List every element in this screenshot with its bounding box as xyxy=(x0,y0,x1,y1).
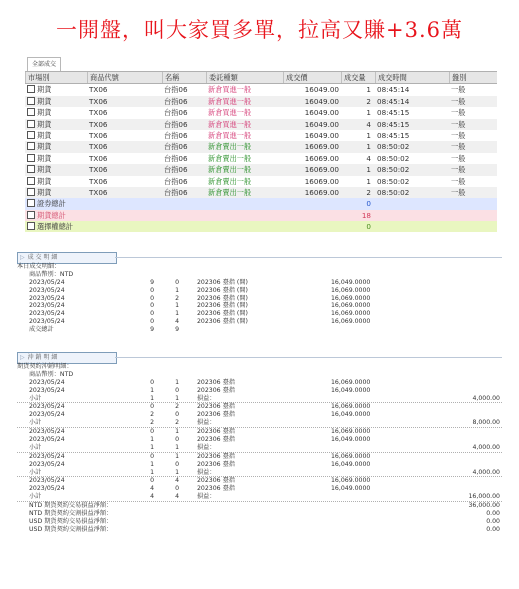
order-market: 期貨 xyxy=(37,165,52,175)
report-heading: 期貨契約沖銷明細： xyxy=(17,363,73,370)
total-label: 期貨總計 xyxy=(37,210,66,220)
report-a: 1 xyxy=(150,443,154,451)
order-code: TX06 xyxy=(89,176,108,186)
report-row xyxy=(17,403,502,411)
order-time: 08:45:15 xyxy=(377,130,410,140)
report-price: 16,069.0000 xyxy=(331,286,371,294)
order-market-cell xyxy=(27,164,85,175)
total-row[interactable] xyxy=(25,198,497,209)
report-a: 1 xyxy=(150,460,154,468)
report-contract: 202306 臺指 xyxy=(197,477,235,485)
total-row[interactable] xyxy=(25,221,497,232)
report-contract: 損益： xyxy=(197,443,216,451)
report-a: 0 xyxy=(150,310,154,318)
net-pl-label: NTD 期貨契約交易損益淨額： xyxy=(29,502,113,510)
report-row xyxy=(17,436,502,444)
report-row xyxy=(17,310,502,318)
row-checkbox[interactable] xyxy=(27,211,35,219)
row-checkbox[interactable] xyxy=(27,188,35,196)
order-name: 台指06 xyxy=(164,165,188,175)
report-heading: 本日成交明細： xyxy=(17,263,61,270)
report-row xyxy=(17,387,502,395)
report-b: 0 xyxy=(175,436,179,444)
report-price: 16,069.0000 xyxy=(331,310,371,318)
report-date: 2023/05/24 xyxy=(29,452,65,460)
order-price: 16049.00 xyxy=(304,119,339,129)
section-divider xyxy=(115,257,502,258)
order-code: TX06 xyxy=(89,130,108,140)
order-session: 一般 xyxy=(451,130,466,140)
report-date: 2023/05/24 xyxy=(29,278,65,286)
report-b: 1 xyxy=(175,468,179,476)
order-time: 08:50:02 xyxy=(377,176,410,186)
fills-section-header[interactable]: ▷ 成 交 明 細 xyxy=(17,252,117,264)
order-row[interactable] xyxy=(25,107,497,118)
tab-bar xyxy=(25,57,497,72)
net-pl-row xyxy=(17,518,502,526)
report-price: 16,049.0000 xyxy=(331,436,371,444)
report-b: 1 xyxy=(175,394,179,402)
order-name: 台指06 xyxy=(164,130,188,140)
order-qty: 1 xyxy=(366,142,371,152)
report-a: 0 xyxy=(150,286,154,294)
order-qty: 2 xyxy=(366,187,371,197)
order-session: 一般 xyxy=(451,176,466,186)
order-code: TX06 xyxy=(89,119,108,129)
row-checkbox[interactable] xyxy=(27,199,35,207)
report-date: 2023/05/24 xyxy=(29,477,65,485)
report-a: 1 xyxy=(150,386,154,394)
order-name: 台指06 xyxy=(164,153,188,163)
order-session: 一般 xyxy=(451,153,466,163)
row-checkbox[interactable] xyxy=(27,108,35,116)
order-time: 08:50:02 xyxy=(377,142,410,152)
report-price: 16,049.0000 xyxy=(331,485,371,493)
report-price: 16,069.0000 xyxy=(331,452,371,460)
total-label: 證券總計 xyxy=(37,199,66,209)
order-type: 新倉買進一般 xyxy=(208,96,252,106)
order-time: 08:50:02 xyxy=(377,153,410,163)
report-date: 小計 xyxy=(29,468,42,476)
report-contract: 損益： xyxy=(197,468,216,476)
expand-arrow-icon: ▷ xyxy=(20,354,25,361)
col-session[interactable]: 盤別 xyxy=(449,72,498,83)
order-name: 台指06 xyxy=(164,187,188,197)
currency-label: 商品幣別：NTD xyxy=(29,370,74,378)
report-date: 小計 xyxy=(29,419,42,427)
report-contract: 202306 臺指 (開) xyxy=(197,278,248,286)
col-name[interactable]: 名稱 xyxy=(162,72,207,83)
report-a: 0 xyxy=(150,452,154,460)
order-session: 一般 xyxy=(451,165,466,175)
order-price: 16049.00 xyxy=(304,130,339,140)
report-a: 9 xyxy=(150,278,154,286)
expand-arrow-icon: ▷ xyxy=(20,254,25,261)
report-a: 0 xyxy=(150,403,154,411)
order-type: 新倉買進一般 xyxy=(208,85,252,95)
order-type: 新倉賣出一般 xyxy=(208,142,252,152)
report-b: 2 xyxy=(175,419,179,427)
report-row xyxy=(17,428,502,436)
order-code: TX06 xyxy=(89,142,108,152)
row-checkbox[interactable] xyxy=(27,120,35,128)
report-b: 0 xyxy=(175,460,179,468)
report-b: 0 xyxy=(175,485,179,493)
net-pl-row xyxy=(17,510,502,518)
report-b: 2 xyxy=(175,403,179,411)
order-market: 期貨 xyxy=(37,130,52,140)
order-market: 期貨 xyxy=(37,96,52,106)
order-market-cell xyxy=(27,153,85,164)
report-contract: 202306 臺指 (開) xyxy=(197,286,248,294)
order-session: 一般 xyxy=(451,119,466,129)
order-market-cell xyxy=(27,119,85,130)
order-row[interactable] xyxy=(25,176,497,187)
report-date: 2023/05/24 xyxy=(29,302,65,310)
net-pl-label: USD 期貨契約交割損益淨額： xyxy=(29,525,113,533)
col-market[interactable]: 市場別 xyxy=(25,72,88,83)
order-code: TX06 xyxy=(89,165,108,175)
total-label-cell xyxy=(27,198,66,209)
report-contract: 202306 臺指 xyxy=(197,452,235,460)
report-b: 4 xyxy=(175,477,179,485)
order-time: 08:50:02 xyxy=(377,187,410,197)
col-time[interactable]: 成交時間 xyxy=(375,72,450,83)
total-value: 0 xyxy=(366,199,371,209)
net-pl-value: 0.00 xyxy=(486,517,500,525)
order-market-cell xyxy=(27,107,85,118)
report-date: 2023/05/24 xyxy=(29,428,65,436)
report-date: 2023/05/24 xyxy=(29,411,65,419)
report-a: 0 xyxy=(150,378,154,386)
report-a: 4 xyxy=(150,493,154,501)
report-contract: 202306 臺指 (開) xyxy=(197,310,248,318)
report-contract: 損益： xyxy=(197,493,216,501)
report-contract: 202306 臺指 xyxy=(197,436,235,444)
order-qty: 2 xyxy=(366,96,371,106)
order-type: 新倉賣出一般 xyxy=(208,153,252,163)
report-price: 16,069.0000 xyxy=(331,294,371,302)
subtotal-row xyxy=(17,469,502,478)
report-row xyxy=(17,279,502,287)
order-row[interactable] xyxy=(25,96,497,107)
total-label: 選擇權總計 xyxy=(37,222,73,232)
grid-header xyxy=(25,71,497,84)
order-name: 台指06 xyxy=(164,108,188,118)
total-sell-qty: 9 xyxy=(175,326,179,334)
section-divider xyxy=(115,357,502,358)
total-buy-qty: 9 xyxy=(150,326,154,334)
currency-label: 商品幣別：NTD xyxy=(29,270,74,278)
report-a: 2 xyxy=(150,419,154,427)
report-row xyxy=(17,295,502,303)
report-date: 2023/05/24 xyxy=(29,485,65,493)
order-market: 期貨 xyxy=(37,176,52,186)
report-date: 2023/05/24 xyxy=(29,436,65,444)
report-contract: 202306 臺指 xyxy=(197,460,235,468)
col-price[interactable]: 成交價 xyxy=(283,72,342,83)
subtotal-row xyxy=(17,493,502,502)
order-price: 16069.00 xyxy=(304,142,339,152)
order-name: 台指06 xyxy=(164,142,188,152)
report-pl: 16,000.00 xyxy=(468,493,500,501)
order-time: 08:50:02 xyxy=(377,165,410,175)
report-a: 0 xyxy=(150,477,154,485)
row-checkbox[interactable] xyxy=(27,165,35,173)
order-qty: 1 xyxy=(366,176,371,186)
order-session: 一般 xyxy=(451,108,466,118)
report-b: 0 xyxy=(175,386,179,394)
report-b: 4 xyxy=(175,493,179,501)
order-price: 16069.00 xyxy=(304,165,339,175)
report-date: 2023/05/24 xyxy=(29,378,65,386)
order-price: 16069.00 xyxy=(304,153,339,163)
total-value: 18 xyxy=(361,210,371,220)
total-row[interactable] xyxy=(25,210,497,221)
report-date: 2023/05/24 xyxy=(29,386,65,394)
report-pl: 8,000.00 xyxy=(472,419,500,427)
report-date: 小計 xyxy=(29,443,42,451)
row-checkbox[interactable] xyxy=(27,97,35,105)
report-date: 小計 xyxy=(29,394,42,402)
report-row xyxy=(17,318,502,326)
col-order-type[interactable]: 委託種類 xyxy=(206,72,284,83)
report-b: 1 xyxy=(175,302,179,310)
report-b: 1 xyxy=(175,452,179,460)
report-b: 1 xyxy=(175,378,179,386)
order-market: 期貨 xyxy=(37,119,52,129)
net-pl-label: NTD 期貨契約交割損益淨額： xyxy=(29,510,113,518)
order-qty: 1 xyxy=(366,165,371,175)
total-label-cell xyxy=(27,221,73,232)
col-code[interactable]: 商品代號 xyxy=(87,72,163,83)
order-type: 新倉買進一般 xyxy=(208,130,252,140)
order-market-cell xyxy=(27,96,85,107)
order-code: TX06 xyxy=(89,108,108,118)
offset-section-header[interactable]: ▷ 沖 銷 明 細 xyxy=(17,352,117,364)
order-qty: 1 xyxy=(366,130,371,140)
order-market-cell xyxy=(27,84,85,95)
order-price: 16049.00 xyxy=(304,96,339,106)
order-row[interactable] xyxy=(25,153,497,164)
net-pl-value: 36,000.00 xyxy=(468,502,500,510)
offset-report xyxy=(17,363,502,534)
row-checkbox[interactable] xyxy=(27,177,35,185)
order-time: 08:45:14 xyxy=(377,96,410,106)
report-price: 16,069.0000 xyxy=(331,318,371,326)
order-row[interactable] xyxy=(25,130,497,141)
page-title: 一開盤，叫大家買多單，拉高又賺+3.6萬 xyxy=(56,18,463,42)
report-a: 0 xyxy=(150,428,154,436)
fills-total-row xyxy=(17,326,502,334)
report-price: 16,069.0000 xyxy=(331,428,371,436)
report-pl: 4,000.00 xyxy=(472,443,500,451)
report-a: 4 xyxy=(150,485,154,493)
report-date: 2023/05/24 xyxy=(29,318,65,326)
order-session: 一般 xyxy=(451,96,466,106)
order-market: 期貨 xyxy=(37,142,52,152)
report-row xyxy=(17,485,502,493)
fills-report xyxy=(17,263,502,334)
order-price: 16069.00 xyxy=(304,187,339,197)
order-row[interactable] xyxy=(25,187,497,198)
col-qty[interactable]: 成交量 xyxy=(341,72,376,83)
report-price: 16,069.0000 xyxy=(331,302,371,310)
report-contract: 202306 臺指 (開) xyxy=(197,318,248,326)
report-pl: 4,000.00 xyxy=(472,468,500,476)
total-label: 成交總計 xyxy=(29,326,54,334)
order-price: 16049.00 xyxy=(304,108,339,118)
order-market-cell xyxy=(27,141,85,152)
order-type: 新倉買進一般 xyxy=(208,108,252,118)
row-checkbox[interactable] xyxy=(27,222,35,230)
report-contract: 202306 臺指 xyxy=(197,378,235,386)
order-session: 一般 xyxy=(451,142,466,152)
row-checkbox[interactable] xyxy=(27,154,35,162)
report-contract: 202306 臺指 xyxy=(197,403,235,411)
report-date: 2023/05/24 xyxy=(29,286,65,294)
report-contract: 202306 臺指 xyxy=(197,485,235,493)
report-b: 0 xyxy=(175,411,179,419)
order-qty: 1 xyxy=(366,85,371,95)
order-market: 期貨 xyxy=(37,85,52,95)
report-pl: 4,000.00 xyxy=(472,394,500,402)
order-code: TX06 xyxy=(89,85,108,95)
net-pl-value: 0.00 xyxy=(486,510,500,518)
report-a: 1 xyxy=(150,468,154,476)
report-row xyxy=(17,461,502,469)
net-pl-row xyxy=(17,526,502,534)
report-b: 2 xyxy=(175,294,179,302)
order-market-cell xyxy=(27,130,85,141)
report-row xyxy=(17,379,502,387)
order-row[interactable] xyxy=(25,119,497,130)
report-price: 16,049.0000 xyxy=(331,278,371,286)
order-market: 期貨 xyxy=(37,187,52,197)
order-qty: 4 xyxy=(366,153,371,163)
subtotal-row xyxy=(17,444,502,453)
order-type: 新倉賣出一般 xyxy=(208,187,252,197)
report-date: 2023/05/24 xyxy=(29,403,65,411)
report-price: 16,069.0000 xyxy=(331,403,371,411)
order-qty: 4 xyxy=(366,119,371,129)
report-b: 1 xyxy=(175,286,179,294)
report-price: 16,069.0000 xyxy=(331,477,371,485)
report-row xyxy=(17,287,502,295)
report-a: 1 xyxy=(150,394,154,402)
report-a: 0 xyxy=(150,302,154,310)
order-price: 16049.00 xyxy=(304,85,339,95)
report-b: 0 xyxy=(175,278,179,286)
report-date: 小計 xyxy=(29,493,42,501)
report-b: 4 xyxy=(175,318,179,326)
order-name: 台指06 xyxy=(164,85,188,95)
order-session: 一般 xyxy=(451,187,466,197)
report-b: 1 xyxy=(175,310,179,318)
order-type: 新倉賣出一般 xyxy=(208,176,252,186)
order-name: 台指06 xyxy=(164,96,188,106)
report-b: 1 xyxy=(175,428,179,436)
order-market: 期貨 xyxy=(37,153,52,163)
total-label-cell xyxy=(27,210,66,221)
report-b: 1 xyxy=(175,443,179,451)
order-code: TX06 xyxy=(89,96,108,106)
total-value: 0 xyxy=(366,222,371,232)
row-checkbox[interactable] xyxy=(27,85,35,93)
order-row[interactable] xyxy=(25,164,497,175)
row-checkbox[interactable] xyxy=(27,131,35,139)
row-checkbox[interactable] xyxy=(27,142,35,150)
report-price: 16,069.0000 xyxy=(331,378,371,386)
order-qty: 1 xyxy=(366,108,371,118)
order-time: 08:45:15 xyxy=(377,119,410,129)
report-date: 2023/05/24 xyxy=(29,294,65,302)
report-a: 1 xyxy=(150,436,154,444)
report-a: 0 xyxy=(150,318,154,326)
report-date: 2023/05/24 xyxy=(29,310,65,318)
report-price: 16,049.0000 xyxy=(331,411,371,419)
order-type: 新倉賣出一般 xyxy=(208,165,252,175)
report-row xyxy=(17,411,502,419)
order-market-cell xyxy=(27,187,85,198)
order-code: TX06 xyxy=(89,187,108,197)
order-code: TX06 xyxy=(89,153,108,163)
subtotal-row xyxy=(17,395,502,404)
order-time: 08:45:15 xyxy=(377,108,410,118)
net-pl-value: 0.00 xyxy=(486,525,500,533)
order-name: 台指06 xyxy=(164,176,188,186)
report-contract: 202306 臺指 (開) xyxy=(197,302,248,310)
order-session: 一般 xyxy=(451,85,466,95)
report-contract: 202306 臺指 xyxy=(197,411,235,419)
order-market-cell xyxy=(27,176,85,187)
report-row xyxy=(17,477,502,485)
order-market: 期貨 xyxy=(37,108,52,118)
report-contract: 損益： xyxy=(197,394,216,402)
order-time: 08:45:14 xyxy=(377,85,410,95)
net-pl-label: USD 期貨契約交易損益淨額： xyxy=(29,517,113,525)
net-pl-row xyxy=(17,502,502,510)
report-a: 2 xyxy=(150,411,154,419)
report-price: 16,049.0000 xyxy=(331,460,371,468)
report-contract: 202306 臺指 xyxy=(197,386,235,394)
order-name: 台指06 xyxy=(164,119,188,129)
report-date: 2023/05/24 xyxy=(29,460,65,468)
order-price: 16069.00 xyxy=(304,176,339,186)
subtotal-row xyxy=(17,419,502,428)
fills-grid xyxy=(25,71,497,232)
order-row[interactable] xyxy=(25,141,497,152)
report-price: 16,049.0000 xyxy=(331,386,371,394)
report-row xyxy=(17,453,502,461)
tab-all-fills[interactable]: 全部成交 xyxy=(27,57,61,71)
report-contract: 202306 臺指 xyxy=(197,428,235,436)
report-a: 0 xyxy=(150,294,154,302)
report-row xyxy=(17,302,502,310)
order-type: 新倉買進一般 xyxy=(208,119,252,129)
report-contract: 202306 臺指 (開) xyxy=(197,294,248,302)
report-contract: 損益： xyxy=(197,419,216,427)
order-row[interactable] xyxy=(25,84,497,95)
